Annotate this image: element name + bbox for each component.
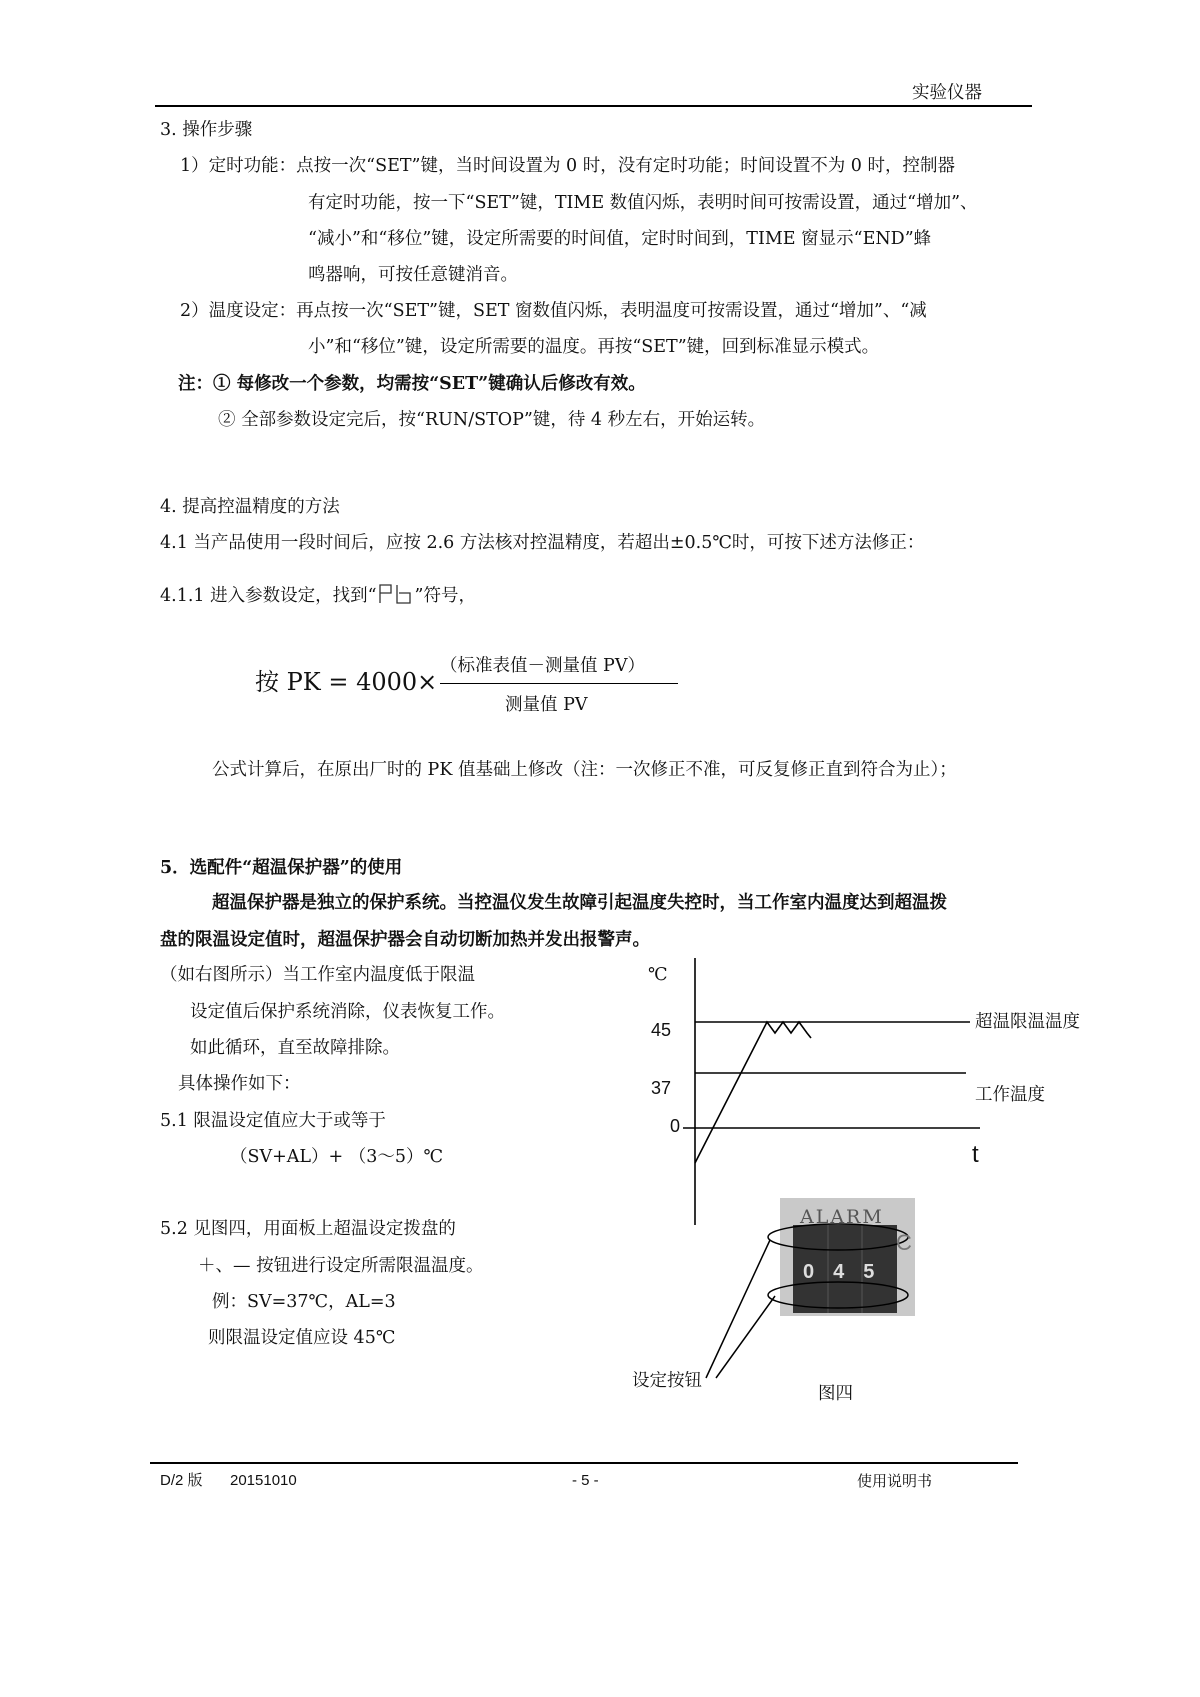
page-number: - 5 - <box>572 1472 599 1489</box>
left-line: ＋、— 按钮进行设定所需限温温度。 <box>198 1256 484 1276</box>
item1-line3: “减小”和“移位”键，设定所需要的时间值，定时时间到，TIME 窗显示“END”蜂 <box>308 229 932 249</box>
intro-line2: 盘的限温设定值时，超温保护器会自动切断加热并发出报警声。 <box>160 930 650 950</box>
pointer-line <box>706 1240 770 1378</box>
left-line: 如此循环，直至故障排除。 <box>190 1038 400 1058</box>
left-line: （如右图所示）当工作室内温度低于限温 <box>160 965 475 985</box>
left-line: （SV+AL）+ （3～5）℃ <box>230 1147 444 1167</box>
left-line: 5.2 见图四，用面板上超温设定拨盘的 <box>160 1219 456 1239</box>
section3-heading: 3. 操作步骤 <box>160 120 253 140</box>
left-line: 则限温设定值应设 45℃ <box>208 1328 396 1348</box>
header-title: 实验仪器 <box>912 83 982 103</box>
footer-rule <box>150 1462 1018 1464</box>
work-label: 工作温度 <box>975 1085 1045 1105</box>
formula-denominator: 测量值 PV <box>505 695 588 715</box>
y-unit: ℃ <box>648 965 668 985</box>
temperature-curve <box>695 1022 811 1163</box>
footer-doc: 使用说明书 <box>857 1472 933 1490</box>
alarm-digits: 045 <box>803 1261 894 1283</box>
footer-date: 20151010 <box>230 1472 297 1489</box>
item1-line2: 有定时功能，按一下“SET”键，TIME 数值闪烁，表明时间可按需设置，通过“增加”、 <box>308 193 978 213</box>
item1-line1: 1）定时功能：点按一次“SET”键，当时间设置为 0 时，没有定时功能；时间设置不为 0 时，控制器 <box>180 156 955 176</box>
formula-lhs: 按 PK = 4000× <box>255 668 438 696</box>
left-line: 设定值后保护系统消除，仪表恢复工作。 <box>190 1002 505 1022</box>
tick-37: 37 <box>651 1078 672 1098</box>
item2-line2: 小”和“移位”键，设定所需要的温度。再按“SET”键，回到标准显示模式。 <box>308 337 880 357</box>
item1-line4: 鸣器响，可按任意键消音。 <box>308 265 518 285</box>
formula-numerator: （标准表值－测量值 PV） <box>440 656 645 676</box>
alarm-unit: C <box>896 1230 912 1255</box>
para-text: 4.1.1 进入参数设定，找到“ <box>160 586 377 606</box>
section5-heading: 5．选配件“超温保护器”的使用 <box>160 858 403 878</box>
formula-note: 公式计算后，在原出厂时的 PK 值基础上修改（注：一次修正不准，可反复修正直到符合为止）； <box>212 760 957 780</box>
item2-line1: 2）温度设定：再点按一次“SET”键，SET 窗数值闪烁，表明温度可按需设置，通过“增加”、“减 <box>180 301 927 321</box>
left-line: 例：SV=37℃，AL=3 <box>212 1292 396 1312</box>
note-1: 注：① 每修改一个参数，均需按“SET”键确认后修改有效。 <box>178 374 646 394</box>
x-label: t <box>972 1141 979 1168</box>
tick-45: 45 <box>651 1020 672 1040</box>
para-text: ”符号， <box>414 586 476 606</box>
tick-0: 0 <box>670 1116 681 1136</box>
para-4-1: 4.1 当产品使用一段时间后，应按 2.6 方法核对控温精度，若超出±0.5℃时，可按下述方法修正： <box>160 533 925 553</box>
limit-label: 超温限温温度 <box>975 1012 1080 1032</box>
section4-heading: 4. 提高控温精度的方法 <box>160 497 340 517</box>
alarm-text: ALARM <box>800 1206 884 1228</box>
figure-caption: 图四 <box>818 1384 853 1404</box>
left-line: 具体操作如下： <box>178 1074 301 1094</box>
button-label: 设定按钮 <box>632 1371 702 1391</box>
note-2: ② 全部参数设定完后，按“RUN/STOP”键，待 4 秒左右，开始运转。 <box>218 410 766 430</box>
footer-version: D/2 版 <box>160 1472 203 1489</box>
intro-line1: 超温保护器是独立的保护系统。当控温仪发生故障引起温度失控时，当工作室内温度达到超温拨 <box>212 893 947 913</box>
left-line: 5.1 限温设定值应大于或等于 <box>160 1111 386 1131</box>
